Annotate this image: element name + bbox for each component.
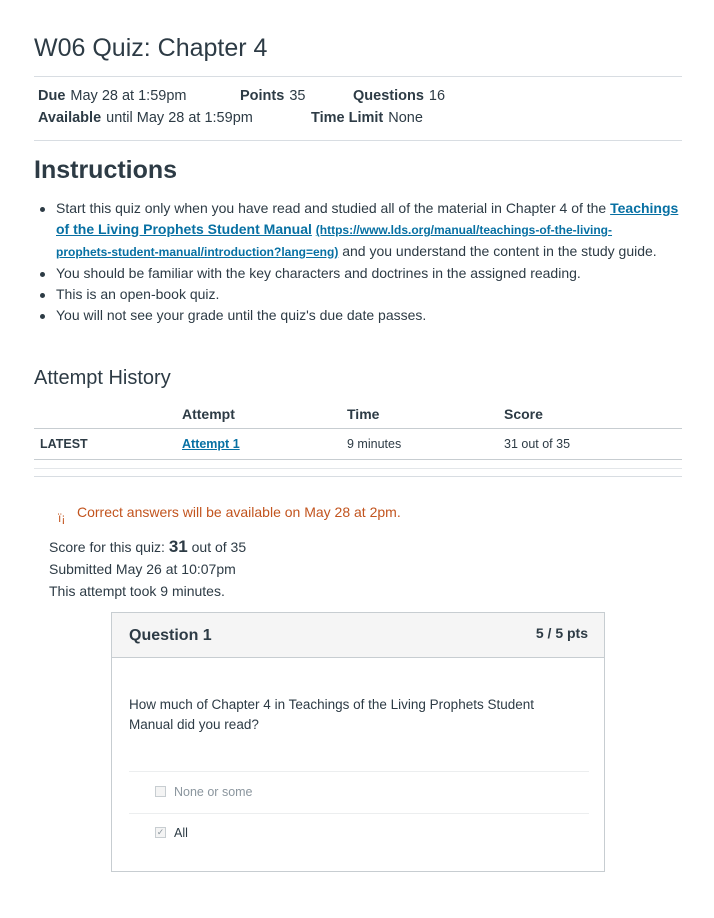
questions-meta [353, 88, 445, 104]
attempt-score: 31 out of 35 [498, 429, 682, 460]
list-item: Start this quiz only when you have read and studied all of the material in Chapter 4 of the Teachings of the Living Prophets Student Manual (https://www.lds.org/manual/teachings-of-the-living- prophets-student-manual/introduction?lang=eng) and you understand the content in the study guide. [38, 198, 688, 263]
points-label: Points [240, 88, 285, 104]
due-meta [38, 88, 186, 104]
column-header: Time [341, 400, 498, 429]
divider [34, 468, 682, 469]
score-value: 31 [168, 537, 188, 556]
manual-title-link[interactable]: Teachings [610, 200, 679, 216]
answer-label: None or some [174, 785, 253, 799]
points-value: 35 [289, 88, 306, 104]
attempt-duration: This attempt took 9 minutes. [49, 583, 225, 599]
available-value: until May 28 at 1:59pm [106, 110, 253, 126]
column-header: Attempt [176, 400, 341, 429]
attempt-history-table [34, 400, 682, 460]
answer-checkbox[interactable] [155, 786, 166, 797]
instructions-heading: Instructions [34, 156, 178, 184]
page-title: W06 Quiz: Chapter 4 [34, 34, 268, 62]
available-label: Available [38, 110, 102, 126]
divider [34, 76, 682, 77]
time-limit-value: None [388, 110, 423, 126]
question-text: How much of Chapter 4 in Teachings of the Living Prophets Student Manual did you read? [129, 697, 534, 732]
question-points: 5 / 5 pts [535, 625, 588, 641]
time-limit-meta [311, 110, 423, 126]
column-header: Score [498, 400, 682, 429]
answer-label: All [174, 826, 188, 840]
time-limit-label: Time Limit [311, 110, 384, 126]
attempt-link[interactable]: Attempt 1 [182, 437, 240, 451]
question-title: Question 1 [129, 627, 212, 644]
due-label: Due [38, 88, 66, 104]
list-item: You should be familiar with the key characters and doctrines in the assigned reading. [38, 263, 688, 284]
questions-value: 16 [428, 88, 446, 104]
column-header [34, 400, 176, 429]
divider [34, 140, 682, 141]
latest-label: LATEST [34, 429, 176, 460]
table-header-row [34, 400, 682, 429]
manual-title-link[interactable]: of the Living Prophets Student Manual [56, 221, 312, 237]
instructions-list [38, 198, 688, 326]
divider [129, 813, 589, 814]
submitted-text: Submitted May 26 at 10:07pm [49, 561, 236, 577]
answer-checkbox-checked[interactable]: ✓ [156, 827, 165, 837]
table-row [34, 429, 682, 460]
divider [129, 771, 589, 772]
points-meta [240, 88, 305, 104]
question-card [111, 612, 605, 872]
due-value: May 28 at 1:59pm [70, 88, 187, 104]
divider [34, 476, 682, 477]
available-meta [38, 110, 253, 126]
questions-label: Questions [353, 88, 424, 104]
list-item: You will not see your grade until the quiz's due date passes. [38, 305, 688, 326]
warning-icon: ï¡ [58, 511, 66, 525]
manual-url-link[interactable]: prophets-student-manual/introduction?lang=eng) [56, 245, 339, 259]
manual-url-link[interactable]: (https://www.lds.org/manual/teachings-of-the-living- [315, 223, 613, 237]
attempt-history-heading: Attempt History [34, 367, 171, 389]
list-item: This is an open-book quiz. [38, 284, 688, 305]
correct-answers-notice: Correct answers will be available on May 28 at 2pm. [77, 504, 401, 520]
attempt-time: 9 minutes [341, 429, 498, 460]
quiz-score: Score for this quiz: 31 out of 35 [49, 537, 247, 556]
